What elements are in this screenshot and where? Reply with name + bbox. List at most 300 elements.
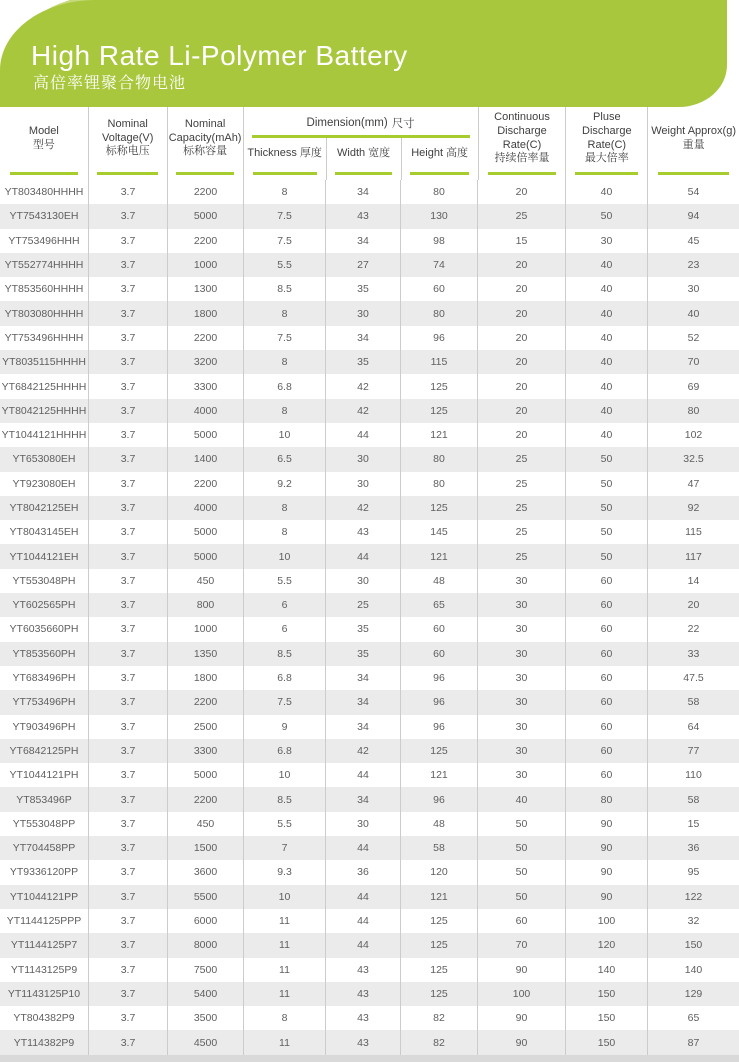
table-cell: 15	[647, 812, 739, 836]
table-cell: 1350	[167, 642, 243, 666]
table-cell: 60	[565, 593, 647, 617]
header-label-zh: 最大倍率	[584, 152, 629, 165]
cell-model: YT602565PH	[12, 599, 76, 612]
table-cell: 90	[565, 860, 647, 884]
table-cell: 25	[477, 447, 565, 471]
table-cell: 5.5	[243, 812, 325, 836]
table-cell: 3.7	[88, 569, 167, 593]
table-cell: 34	[325, 180, 400, 204]
table-cell: 42	[325, 739, 400, 763]
table-cell: 3.7	[88, 739, 167, 763]
table-cell: 6.5	[243, 447, 325, 471]
table-cell: 150	[565, 1006, 647, 1030]
table-row	[0, 715, 739, 739]
table-cell: 20	[477, 301, 565, 325]
table-cell: 60	[565, 666, 647, 690]
table-cell: 125	[400, 982, 477, 1006]
table-cell: 4000	[167, 496, 243, 520]
cell-model: YT8043145EH	[9, 526, 79, 539]
table-cell: 94	[647, 204, 739, 228]
table-cell: 69	[647, 374, 739, 398]
table-cell: 450	[167, 812, 243, 836]
table-cell: 80	[400, 447, 477, 471]
table-cell: 34	[325, 666, 400, 690]
table-cell: 1800	[167, 666, 243, 690]
table-cell: 3.7	[88, 885, 167, 909]
table-cell: 44	[325, 544, 400, 568]
cell-model: YT704458PP	[12, 842, 76, 855]
table-cell: 3.7	[88, 229, 167, 253]
table-cell: 60	[565, 739, 647, 763]
table-cell: 25	[477, 204, 565, 228]
table-cell: 40	[565, 423, 647, 447]
table-cell: 48	[400, 569, 477, 593]
banner-title: High Rate Li-Polymer Battery	[31, 40, 408, 71]
cell-model: YT753496HHH	[8, 234, 80, 247]
table-cell: 2200	[167, 472, 243, 496]
table-cell: 800	[167, 593, 243, 617]
cell-model: YT8042125HHHH	[1, 404, 87, 417]
table-cell: 80	[400, 301, 477, 325]
table-cell: 35	[325, 617, 400, 641]
table-row	[0, 1006, 739, 1030]
table-cell: 125	[400, 958, 477, 982]
table-cell: 3.7	[88, 204, 167, 228]
header-rule	[658, 172, 729, 175]
table-row	[0, 496, 739, 520]
table-cell: 90	[565, 885, 647, 909]
table-cell: 80	[400, 472, 477, 496]
header-label-en: Height	[411, 147, 443, 160]
table-cell: 50	[477, 812, 565, 836]
cell-model: YT753496PH	[12, 696, 76, 709]
table-cell: 145	[400, 520, 477, 544]
table-cell: 60	[565, 569, 647, 593]
table-cell: 11	[243, 958, 325, 982]
cell-model: YT553048PH	[12, 574, 76, 587]
col-header-model	[0, 107, 88, 180]
table-cell: 96	[400, 326, 477, 350]
table-cell: 5.5	[243, 569, 325, 593]
cell-model: YT6035660PH	[9, 623, 79, 636]
table-row	[0, 520, 739, 544]
col-header-thickness	[244, 138, 326, 180]
table-body	[0, 180, 739, 1055]
table-cell: 7.5	[243, 204, 325, 228]
table-cell: 122	[647, 885, 739, 909]
table-row	[0, 593, 739, 617]
table-cell: 45	[647, 229, 739, 253]
table-row	[0, 836, 739, 860]
header-label-en: Nominal Capacity(mAh)	[168, 117, 242, 144]
table-cell: 96	[400, 715, 477, 739]
table-cell: 3.7	[88, 277, 167, 301]
table-cell: 3.7	[88, 399, 167, 423]
table-cell: 11	[243, 933, 325, 957]
table-cell: 36	[647, 836, 739, 860]
table-cell: 10	[243, 763, 325, 787]
table-cell: 43	[325, 982, 400, 1006]
cell-model: YT1144125P7	[10, 939, 78, 952]
col-header-weight	[647, 107, 739, 180]
cell-model: YT114382P9	[13, 1036, 75, 1049]
table-cell: 60	[565, 690, 647, 714]
table-cell: 50	[565, 544, 647, 568]
dimension-title	[244, 107, 478, 138]
cell-model: YT1044121PP	[9, 890, 79, 903]
table-cell: 20	[477, 253, 565, 277]
header-label-en: Width	[337, 147, 366, 160]
table-cell: 5.5	[243, 253, 325, 277]
table-cell: 6.8	[243, 739, 325, 763]
table-cell: 44	[325, 423, 400, 447]
table-cell: 3.7	[88, 374, 167, 398]
table-cell: 121	[400, 544, 477, 568]
header-rule	[335, 172, 393, 175]
table-cell: 44	[325, 885, 400, 909]
table-cell: 36	[325, 860, 400, 884]
header-label-en: Continuous Discharge Rate(C)	[494, 111, 550, 151]
table-row	[0, 472, 739, 496]
table-cell: 129	[647, 982, 739, 1006]
table-cell: 5000	[167, 544, 243, 568]
table-cell: 42	[325, 374, 400, 398]
table-cell: 80	[647, 399, 739, 423]
table-row	[0, 642, 739, 666]
table-cell: 40	[565, 399, 647, 423]
table-cell: 42	[325, 496, 400, 520]
table-cell: 2200	[167, 690, 243, 714]
table-cell: 40	[565, 253, 647, 277]
table-cell: 10	[243, 885, 325, 909]
table-cell: 9	[243, 715, 325, 739]
table-cell: 2500	[167, 715, 243, 739]
table-cell: 20	[477, 374, 565, 398]
table-cell: 30	[477, 739, 565, 763]
table-cell: 3.7	[88, 180, 167, 204]
header-rule	[410, 172, 469, 175]
table-cell: 8	[243, 350, 325, 374]
table-cell: 3300	[167, 374, 243, 398]
table-cell: 5400	[167, 982, 243, 1006]
table-cell: 50	[565, 472, 647, 496]
table-cell: 3200	[167, 350, 243, 374]
header-rule	[575, 172, 638, 175]
table-cell: 450	[167, 569, 243, 593]
table-cell: 44	[325, 933, 400, 957]
table-cell: 15	[477, 229, 565, 253]
cell-model: YT903496PH	[12, 720, 76, 733]
table-cell: 87	[647, 1030, 739, 1054]
table-cell: 70	[477, 933, 565, 957]
table-cell: 34	[325, 787, 400, 811]
table-cell: 30	[477, 617, 565, 641]
table-cell: 82	[400, 1006, 477, 1030]
table-cell: 30	[565, 229, 647, 253]
table-cell: 34	[325, 690, 400, 714]
header-label-zh: 型号	[32, 138, 55, 151]
table-cell: 4000	[167, 399, 243, 423]
table-row	[0, 958, 739, 982]
bottom-bar	[0, 1055, 739, 1062]
table-cell: 3.7	[88, 253, 167, 277]
table-cell: 1800	[167, 301, 243, 325]
table-cell: 125	[400, 399, 477, 423]
cell-model: YT1044121PH	[9, 769, 79, 782]
table-cell: 3.7	[88, 1030, 167, 1054]
table-cell: 120	[400, 860, 477, 884]
table-cell: 3.7	[88, 958, 167, 982]
cell-model: YT683496PH	[12, 672, 76, 685]
table-row	[0, 350, 739, 374]
table-cell: 34	[325, 715, 400, 739]
table-cell: 20	[477, 423, 565, 447]
table-cell: 3.7	[88, 617, 167, 641]
table-cell: 150	[565, 1030, 647, 1054]
table-cell: 5000	[167, 204, 243, 228]
table-cell: 50	[565, 447, 647, 471]
table-cell: 4500	[167, 1030, 243, 1054]
table-cell: 6	[243, 617, 325, 641]
table-cell: 25	[477, 544, 565, 568]
cell-model: YT6842125PH	[9, 744, 79, 757]
table-cell: 9.2	[243, 472, 325, 496]
dimension-subheaders	[244, 138, 478, 180]
header-label-zh: 尺寸	[391, 117, 415, 130]
header-rule	[10, 172, 78, 175]
table-cell: 8.5	[243, 642, 325, 666]
table-row	[0, 180, 739, 204]
table-cell: 5500	[167, 885, 243, 909]
table-cell: 115	[647, 520, 739, 544]
table-cell: 54	[647, 180, 739, 204]
table-cell: 44	[325, 763, 400, 787]
table-cell: 50	[565, 204, 647, 228]
table-cell: 3.7	[88, 544, 167, 568]
table-row	[0, 617, 739, 641]
header-label-zh: 持续倍率量	[494, 152, 550, 165]
table-row	[0, 447, 739, 471]
col-header-pluse-discharge	[565, 107, 647, 180]
table-cell: 43	[325, 958, 400, 982]
table-cell: 11	[243, 982, 325, 1006]
table-cell: 140	[647, 958, 739, 982]
cell-model: YT1143125P9	[10, 963, 78, 976]
table-cell: 35	[325, 350, 400, 374]
header-rule	[176, 172, 235, 175]
table-cell: 30	[477, 666, 565, 690]
table-row	[0, 204, 739, 228]
table-cell: 44	[325, 836, 400, 860]
table-cell: 60	[400, 617, 477, 641]
banner-subtitle: 高倍率锂聚合物电池	[33, 75, 187, 92]
table-cell: 3600	[167, 860, 243, 884]
banner	[0, 0, 727, 107]
table-cell: 50	[477, 885, 565, 909]
table-cell: 44	[325, 909, 400, 933]
table-row	[0, 544, 739, 568]
table-cell: 2200	[167, 180, 243, 204]
header-label-zh: 宽度	[368, 147, 391, 160]
cell-model: YT853560HHHH	[4, 283, 84, 296]
table-cell: 27	[325, 253, 400, 277]
table-cell: 8	[243, 1006, 325, 1030]
cell-model: YT7543130EH	[9, 210, 79, 223]
table-cell: 40	[565, 180, 647, 204]
table-cell: 58	[647, 787, 739, 811]
table-cell: 7.5	[243, 690, 325, 714]
cell-model: YT1044121HHHH	[1, 429, 87, 442]
table-cell: 125	[400, 374, 477, 398]
table-cell: 125	[400, 496, 477, 520]
table-row	[0, 787, 739, 811]
table-cell: 8.5	[243, 787, 325, 811]
table-cell: 3.7	[88, 812, 167, 836]
table-cell: 43	[325, 1030, 400, 1054]
table-cell: 40	[565, 301, 647, 325]
table-cell: 30	[477, 763, 565, 787]
dimension-group	[243, 107, 478, 180]
table-row	[0, 399, 739, 423]
table-cell: 8	[243, 301, 325, 325]
table-cell: 3.7	[88, 350, 167, 374]
table-cell: 90	[477, 958, 565, 982]
table-cell: 30	[477, 593, 565, 617]
table-cell: 60	[477, 909, 565, 933]
table-cell: 50	[565, 520, 647, 544]
table-cell: 90	[477, 1030, 565, 1054]
table-cell: 100	[565, 909, 647, 933]
table-row	[0, 812, 739, 836]
table-cell: 60	[565, 715, 647, 739]
table-row	[0, 569, 739, 593]
table-cell: 8	[243, 180, 325, 204]
table-cell: 8	[243, 520, 325, 544]
table-cell: 33	[647, 642, 739, 666]
header-label-zh: 重量	[682, 138, 705, 151]
table-cell: 3.7	[88, 326, 167, 350]
table-cell: 60	[400, 642, 477, 666]
table-cell: 80	[400, 180, 477, 204]
col-header-capacity	[167, 107, 243, 180]
table-cell: 1000	[167, 253, 243, 277]
table-cell: 3.7	[88, 301, 167, 325]
cell-model: YT9336120PP	[9, 866, 79, 879]
table-cell: 102	[647, 423, 739, 447]
table-header	[0, 107, 739, 180]
cell-model: YT8042125EH	[9, 502, 79, 514]
table-cell: 30	[325, 569, 400, 593]
table-cell: 30	[325, 472, 400, 496]
table-cell: 20	[477, 180, 565, 204]
header-label-en: Dimension(mm)	[306, 116, 388, 129]
cell-model: YT853496P	[16, 793, 72, 806]
table-cell: 40	[565, 350, 647, 374]
table-cell: 20	[477, 277, 565, 301]
table-cell: 3300	[167, 739, 243, 763]
table-cell: 3.7	[88, 982, 167, 1006]
table-cell: 11	[243, 1030, 325, 1054]
table-cell: 9.3	[243, 860, 325, 884]
table-cell: 6.8	[243, 374, 325, 398]
table-cell: 43	[325, 520, 400, 544]
table-cell: 25	[325, 593, 400, 617]
table-cell: 3.7	[88, 520, 167, 544]
table-cell: 47	[647, 472, 739, 496]
table-cell: 30	[477, 715, 565, 739]
table-cell: 40	[647, 301, 739, 325]
table-cell: 30	[325, 447, 400, 471]
table-cell: 6.8	[243, 666, 325, 690]
table-cell: 1500	[167, 836, 243, 860]
table-cell: 121	[400, 423, 477, 447]
cell-model: YT6842125HHHH	[1, 380, 87, 393]
table-cell: 121	[400, 885, 477, 909]
header-rule	[253, 172, 317, 175]
table-row	[0, 933, 739, 957]
table-cell: 60	[565, 617, 647, 641]
table-cell: 10	[243, 423, 325, 447]
table-cell: 25	[477, 520, 565, 544]
table-cell: 95	[647, 860, 739, 884]
table-cell: 58	[400, 836, 477, 860]
table-cell: 40	[565, 277, 647, 301]
table-cell: 30	[325, 301, 400, 325]
table-cell: 40	[565, 374, 647, 398]
table-cell: 125	[400, 739, 477, 763]
table-cell: 3500	[167, 1006, 243, 1030]
table-cell: 150	[647, 933, 739, 957]
table-row	[0, 860, 739, 884]
table-cell: 6	[243, 593, 325, 617]
table-cell: 80	[565, 787, 647, 811]
cell-model: YT1144125PPP	[6, 915, 82, 928]
table-cell: 130	[400, 204, 477, 228]
table-row	[0, 690, 739, 714]
table-cell: 3.7	[88, 690, 167, 714]
table-row	[0, 666, 739, 690]
table-cell: 20	[477, 326, 565, 350]
table-cell: 60	[565, 642, 647, 666]
table-cell: 90	[565, 836, 647, 860]
table-cell: 32	[647, 909, 739, 933]
table-cell: 121	[400, 763, 477, 787]
table-cell: 3.7	[88, 860, 167, 884]
cell-model: YT1143125P10	[7, 987, 81, 1000]
table-cell: 1300	[167, 277, 243, 301]
table-cell: 125	[400, 933, 477, 957]
table-cell: 96	[400, 690, 477, 714]
header-label-en: Model	[28, 124, 59, 137]
table-cell: 64	[647, 715, 739, 739]
table-cell: 2200	[167, 326, 243, 350]
header-label-zh: 高度	[446, 147, 468, 160]
table-cell: 1400	[167, 447, 243, 471]
table-cell: 43	[325, 1006, 400, 1030]
table-row	[0, 763, 739, 787]
table-cell: 3.7	[88, 593, 167, 617]
table-cell: 60	[565, 763, 647, 787]
col-header-continuous-discharge	[478, 107, 566, 180]
table-cell: 8.5	[243, 277, 325, 301]
table-row	[0, 301, 739, 325]
table-cell: 25	[477, 496, 565, 520]
table-cell: 96	[400, 787, 477, 811]
table-cell: 35	[325, 277, 400, 301]
table-cell: 20	[647, 593, 739, 617]
table-cell: 7.5	[243, 229, 325, 253]
table-cell: 7	[243, 836, 325, 860]
